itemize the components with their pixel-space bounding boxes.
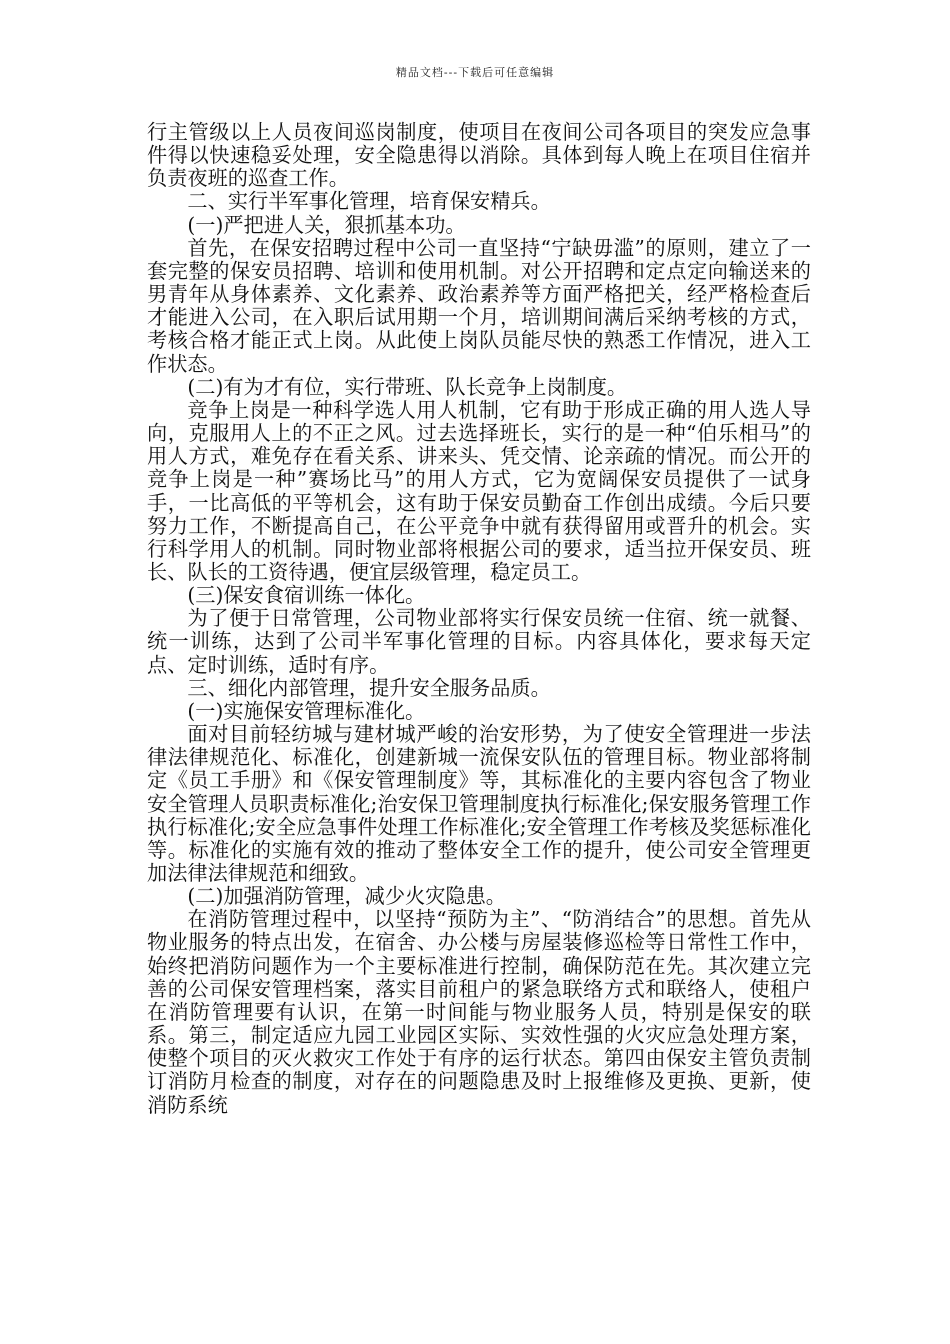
subsection-heading-2-3: (三)保安食宿训练一体化。	[187, 583, 426, 608]
subsection-heading-3-1: (一)实施保安管理标准化。	[187, 698, 426, 723]
paragraph-1: 行主管级以上人员夜间巡岗制度，使项目在夜间公司各项目的突发应急事件得以快速稳妥处理，安全隐患得以消除。具体到每人晚上在项目住宿并负责夜班的巡查工作。	[147, 120, 811, 191]
paragraph-accommodation: 为了便于日常管理，公司物业部将实行保安员统一住宿、统一就餐、统一训练，达到了公司半军事化管理的目标。内容具体化，要求每天定点、定时训练，适时有序。	[147, 606, 811, 677]
paragraph-recruitment: 首先，在保安招聘过程中公司一直坚持“宁缺毋滥”的原则，建立了一套完整的保安员招聘、培训和使用机制。对公开招聘和定点定向输送来的男青年从身体素养、文化素养、政治素养等方面严格把关，经严格检查后才能进入公司，在入职后试用期一个月，培训期间满后采纳考核的方式，考核合格才能正式上岗。从此使上岗队员能尽快的熟悉工作情况，进入工作状态。	[147, 235, 811, 376]
paragraph-competition: 竞争上岗是一种科学选人用人机制，它有助于形成正确的用人选人导向，克服用人上的不正之风。过去选择班长，实行的是一种“伯乐相马”的用人方式，难免存在看关系、讲来头、凭交情、论亲疏的情况。而公开的竞争上岗是一种”赛场比马”的用人方式，它为宽阔保安员提供了一试身手，一比高低的平等机会，这有助于保安员勤奋工作创出成绩。今后只要努力工作，不断提高自己，在公平竞争中就有获得留用或晋升的机会。实行科学用人的机制。同时物业部将根据公司的要求，适当拉开保安员、班长、队长的工资待遇，便宜层级管理，稳定员工。	[147, 397, 811, 584]
subsection-heading-2-1: (一)严把进人关，狠抓基本功。	[187, 212, 466, 237]
document-body	[147, 121, 811, 1117]
paragraph-fire-safety: 在消防管理过程中，以坚持“预防为主”、“防消结合”的思想。首先从物业服务的特点出发，在宿舍、办公楼与房屋装修巡检等日常性工作中，始终把消防问题作为一个主要标准进行控制，确保防范在先。其次建立完善的公司保安管理档案，落实目前租户的紧急联络方式和联络人，使租户在消防管理要有认识，在第一时间能与物业服务人员，特别是保安的联系。第三，制定适应九园工业园区实际、实效性强的火灾应急处理方案，使整个项目的灭火救灾工作处于有序的运行状态。第四由保安主管负责制订消防月检查的制度，对存在的问题隐患及时上报维修及更换、更新，使消防系统	[147, 907, 811, 1117]
page-header: 精品文档---下载后可任意编辑	[395, 66, 555, 79]
paragraph-standardization: 面对目前轻纺城与建材城严峻的治安形势，为了使安全管理进一步法律法律规范化、标准化，创建新城一流保安队伍的管理目标。物业部将制定《员工手册》和《保安管理制度》等，其标准化的主要内容包含了物业安全管理人员职责标准化;治安保卫管理制度执行标准化;保安服务管理工作执行标准化;安全应急事件处理工作标准化;安全管理工作考核及奖惩标准化等。标准化的实施有效的推动了整体安全工作的提升，使公司安全管理更加法律法律规范和细致。	[147, 722, 811, 885]
subsection-heading-3-2: (二)加强消防管理，减少火灾隐患。	[187, 884, 506, 909]
section-heading-3: 三、细化内部管理，提升安全服务品质。	[187, 675, 551, 700]
section-heading-2: 二、实行半军事化管理，培育保安精兵。	[187, 189, 551, 214]
subsection-heading-2-2: (二)有为才有位，实行带班、队长竞争上岗制度。	[187, 374, 628, 399]
